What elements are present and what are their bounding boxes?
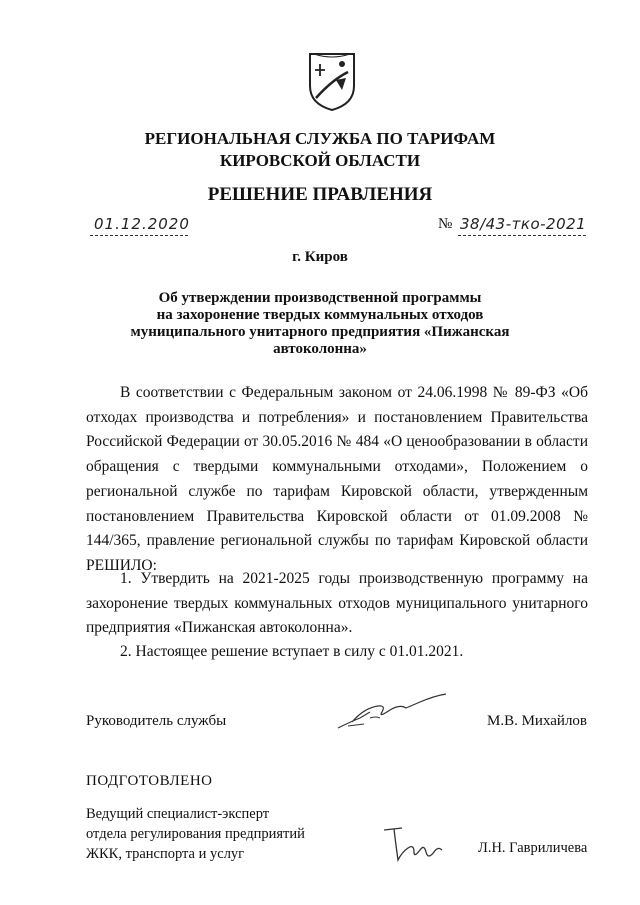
- date-underline: [90, 235, 188, 236]
- number-underline: [458, 235, 586, 236]
- decision-item-2: 2. Настоящее решение вступает в силу с 01.01.2021.: [120, 643, 464, 660]
- head-signature: [330, 688, 450, 740]
- kirov-oblast-coat-of-arms-icon: [306, 50, 358, 112]
- subject-line: автоколонна»: [273, 341, 367, 357]
- preparer-role-line: Ведущий специалист-эксперт: [86, 806, 270, 822]
- preparer-signature: [380, 822, 448, 866]
- subject-line: муниципального унитарного предприятия «Пижанская: [130, 324, 510, 340]
- subject-line: на захоронение твердых коммунальных отходов: [156, 307, 484, 323]
- org-name-line2: КИРОВСКОЙ ОБЛАСТИ: [219, 151, 421, 170]
- city-line: г. Киров: [292, 249, 348, 265]
- preparer-role-line: отдела регулирования предприятий: [86, 826, 305, 842]
- document-subject: [130, 290, 510, 358]
- subject-line: Об утверждении производственной программы: [158, 290, 482, 306]
- preparer-role-line: ЖКК, транспорта и услуг: [86, 846, 245, 862]
- handwritten-document-number: 38/43-тко-2021: [460, 215, 587, 233]
- document-type-title: РЕШЕНИЕ ПРАВЛЕНИЯ: [207, 184, 433, 205]
- preparer-name: Л.Н. Гавриличева: [478, 840, 588, 856]
- decision-item-1: 1. Утвердить на 2021-2025 годы производственную программу на захоронение твердых коммунальных отходов муниципального унитарного предприятия «Пижанская автоколонна».: [86, 570, 588, 637]
- org-name-line1: РЕГИОНАЛЬНАЯ СЛУЖБА ПО ТАРИФАМ: [144, 129, 496, 148]
- preamble-paragraph: В соответствии с Федеральным законом от 24.06.1998 № 89-ФЗ «Об отходах производства и потребления» и постановлением Правительства Российской Федерации от 30.05.2016 № 484 «О ценообразовании в области обращения с твердыми коммунальными отходами», Положением о региональной службе по тарифам Кировской области, утвержденным постановлением Правительства Кировской области от 01.09.2008 № 144/365, правление региональной службы по тарифам Кировской области РЕШИЛО:: [86, 384, 588, 574]
- handwritten-date: 01.12.2020: [94, 215, 190, 233]
- number-label: №: [438, 216, 453, 232]
- signatory-name: М.В. Михайлов: [487, 713, 588, 729]
- prepared-heading: ПОДГОТОВЛЕНО: [86, 773, 213, 789]
- preparer-role: [86, 804, 366, 864]
- signatory-role: Руководитель службы: [86, 713, 227, 729]
